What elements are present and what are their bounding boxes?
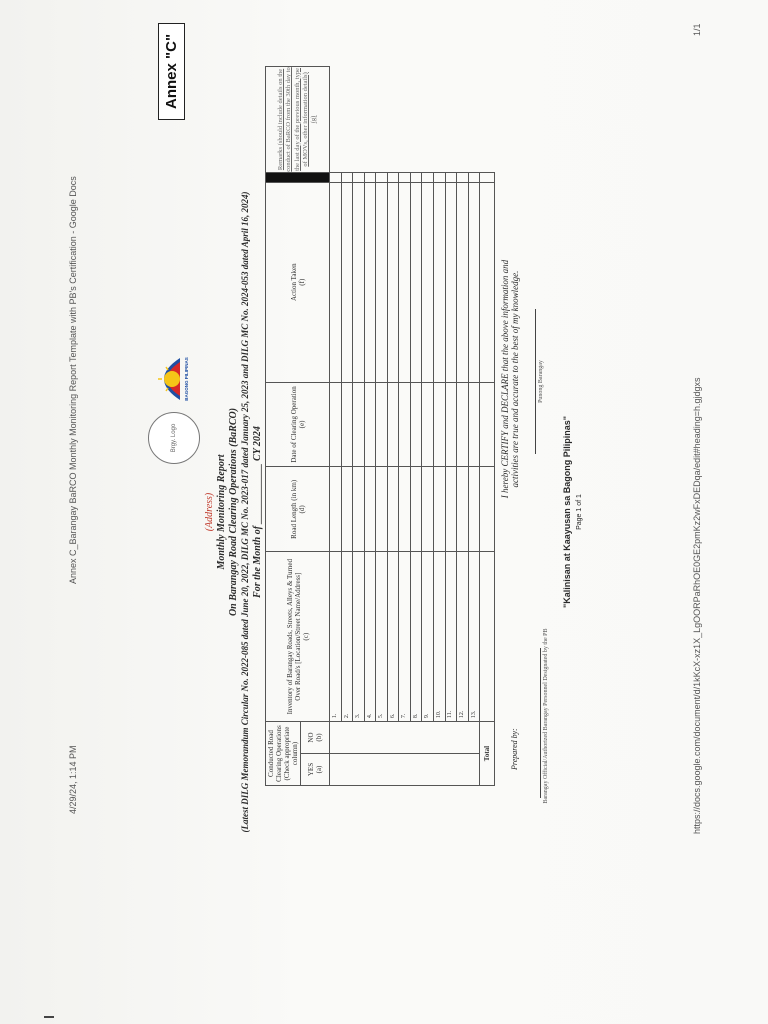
date-cell[interactable] <box>330 382 342 467</box>
road-length-cell[interactable] <box>468 467 480 552</box>
header-remarks-text: Remarks (should include details on the conduct of BaRCO from the 30th day to the last day of the previous month, type of MOVs, other information details) <box>277 67 309 172</box>
road-length-cell[interactable] <box>387 467 399 552</box>
remarks-cell[interactable] <box>364 172 376 182</box>
remarks-cell[interactable] <box>434 172 446 182</box>
header-road-length-text: Road Length (in km) <box>289 479 298 539</box>
header-remarks <box>266 67 330 173</box>
row-number[interactable]: 5. <box>376 552 388 722</box>
row-number[interactable]: 2. <box>341 552 353 722</box>
remarks-cell[interactable] <box>387 172 399 182</box>
header-action-code: (f) <box>297 278 306 286</box>
slogan: "Kalinisan at Kaayusan sa Bagong Pilipinas" <box>562 415 572 609</box>
pb-signature-line <box>535 309 536 454</box>
action-cell[interactable] <box>330 182 342 382</box>
header-action <box>266 182 330 382</box>
total-cell-d[interactable] <box>480 467 495 552</box>
date-cell[interactable] <box>399 382 411 467</box>
total-cell-c[interactable] <box>480 552 495 722</box>
road-length-cell[interactable] <box>445 467 457 552</box>
road-length-cell[interactable] <box>434 467 446 552</box>
bagong-pilipinas-emblem-icon <box>146 352 200 406</box>
header-inventory-text: Inventory of Barangay Roads, Streets, Alleys & Turned Over Road/s [Location/Street Name/Address] <box>285 559 302 715</box>
header-road-length <box>266 467 330 552</box>
row-number[interactable]: 7. <box>399 552 411 722</box>
preparer-caption: Barangay Official/Authorized Barangay Personnel Designated by the PB <box>543 628 549 804</box>
action-cell[interactable] <box>434 182 446 382</box>
row-number[interactable]: 9. <box>422 552 434 722</box>
road-length-cell[interactable] <box>353 467 365 552</box>
date-cell[interactable] <box>457 382 469 467</box>
road-length-cell[interactable] <box>341 467 353 552</box>
action-cell[interactable] <box>445 182 457 382</box>
table-row <box>399 67 411 786</box>
road-length-cell[interactable] <box>410 467 422 552</box>
header-yes-text: YES <box>306 762 315 777</box>
header-date-text: Date of Clearing Operation <box>289 386 298 463</box>
remarks-cell[interactable] <box>410 172 422 182</box>
table-row <box>341 67 353 786</box>
date-cell[interactable] <box>353 382 365 467</box>
action-cell[interactable] <box>422 182 434 382</box>
action-cell[interactable] <box>387 182 399 382</box>
total-cell-f[interactable] <box>480 182 495 382</box>
prepared-by-label: Prepared by: <box>510 728 519 770</box>
no-cell[interactable] <box>330 722 480 754</box>
header-conducted: Conducted Road Clearing Operations (Check appropriate column) <box>266 722 301 786</box>
header-remarks-code: (g) <box>309 115 317 124</box>
row-number[interactable]: 12. <box>457 552 469 722</box>
date-cell[interactable] <box>387 382 399 467</box>
header-date-code: (e) <box>297 420 306 429</box>
print-url: https://docs.google.com/document/d/1kKcX-xz1X_LgOORPaRhOE0GE2pmKz2wFxDEDqa/edit#heading=h.gjdgxs <box>692 377 702 834</box>
print-timestamp: 4/29/24, 1:14 PM <box>68 745 78 814</box>
action-cell[interactable] <box>364 182 376 382</box>
page-label: Page 1 of 1 <box>576 494 583 530</box>
preparer-signature-line <box>540 648 541 798</box>
brgy-logo-text: Brgy. Logo <box>171 423 177 453</box>
action-cell[interactable] <box>353 182 365 382</box>
header-yes <box>300 754 329 786</box>
report-subtitle: On Barangay Road Clearing Operations (BaRCO) <box>228 407 239 617</box>
remarks-cell[interactable] <box>399 172 411 182</box>
table-row <box>364 67 376 786</box>
total-row <box>480 67 495 786</box>
row-number[interactable]: 1. <box>330 552 342 722</box>
table-row <box>434 67 446 786</box>
print-page-count: 1/1 <box>692 23 702 36</box>
total-label: Total <box>480 722 495 786</box>
road-length-cell[interactable] <box>364 467 376 552</box>
table-row <box>330 67 342 786</box>
action-cell[interactable] <box>468 182 480 382</box>
table-row <box>376 67 388 786</box>
total-cell-e[interactable] <box>480 382 495 467</box>
row-number[interactable]: 3. <box>353 552 365 722</box>
header-yes-code: (a) <box>315 765 324 774</box>
date-cell[interactable] <box>364 382 376 467</box>
annex-label: Annex "C" <box>158 23 185 120</box>
header-no-code: (b) <box>315 733 324 742</box>
row-number[interactable]: 6. <box>387 552 399 722</box>
date-cell[interactable] <box>468 382 480 467</box>
yes-cell[interactable] <box>330 754 480 786</box>
remarks-cell[interactable] <box>457 172 469 182</box>
brgy-logo <box>148 412 200 464</box>
date-cell[interactable] <box>376 382 388 467</box>
header-no-text: NO <box>306 732 315 743</box>
road-length-cell[interactable] <box>422 467 434 552</box>
road-length-cell[interactable] <box>457 467 469 552</box>
table-row <box>445 67 457 786</box>
road-length-cell[interactable] <box>376 467 388 552</box>
header-date <box>266 382 330 467</box>
table-row <box>422 67 434 786</box>
header-inventory <box>266 552 330 722</box>
certification-text: I hereby CERTIFY and DECLARE that the above information and activities are true and accurate to the best of my knowledge. <box>500 259 520 499</box>
header-road-length-code: (d) <box>297 505 306 514</box>
table-row <box>468 67 480 786</box>
action-cell[interactable] <box>457 182 469 382</box>
road-length-cell[interactable] <box>330 467 342 552</box>
table-row <box>387 67 399 786</box>
row-number[interactable]: 4. <box>364 552 376 722</box>
table-row <box>457 67 469 786</box>
date-cell[interactable] <box>410 382 422 467</box>
road-length-cell[interactable] <box>399 467 411 552</box>
action-cell[interactable] <box>341 182 353 382</box>
table-row <box>353 67 365 786</box>
row-number[interactable]: 11. <box>445 552 457 722</box>
table-row <box>410 67 422 786</box>
header-no <box>300 722 329 754</box>
row-number[interactable]: 10. <box>434 552 446 722</box>
remarks-cell[interactable] <box>468 172 480 182</box>
address-line: (Address) <box>204 492 215 532</box>
remarks-cell[interactable] <box>376 172 388 182</box>
date-cell[interactable] <box>422 382 434 467</box>
date-cell[interactable] <box>434 382 446 467</box>
row-number[interactable]: 13. <box>468 552 480 722</box>
header-inventory-code: (c) <box>301 632 310 641</box>
action-cell[interactable] <box>399 182 411 382</box>
remarks-cell[interactable] <box>445 172 457 182</box>
remarks-cell[interactable] <box>330 172 342 182</box>
total-cell-g[interactable] <box>480 172 495 182</box>
date-cell[interactable] <box>445 382 457 467</box>
barco-table <box>265 66 495 786</box>
scan-artifact <box>44 1016 54 1018</box>
print-doc-title: Annex C_Barangay BaRCO Monthly Monitoring Report Template with PB's Certification - Google Docs <box>68 176 78 584</box>
remarks-cell[interactable] <box>353 172 365 182</box>
remarks-cell[interactable] <box>422 172 434 182</box>
action-cell[interactable] <box>410 182 422 382</box>
row-number[interactable]: 8. <box>410 552 422 722</box>
action-cell[interactable] <box>376 182 388 382</box>
report-month: For the Month of ____________ CY 2024 <box>252 426 263 598</box>
report-title: Monthly Monitoring Report <box>216 454 227 570</box>
date-cell[interactable] <box>341 382 353 467</box>
report-reference: (Latest DILG Memorandum Circular No. 2022-085 dated June 20, 2022, DILG MC No. 2023-017 dated January 25, 2023 and DILG MC No. 2024-053 dated April 16, 2024) <box>240 191 250 833</box>
header-action-text: Action Taken <box>289 263 298 302</box>
punong-barangay-label: Punong Barangay <box>538 360 544 403</box>
bagong-pilipinas-logo <box>146 352 200 406</box>
bagong-pilipinas-text: BAGONG PILIPINAS <box>184 357 189 401</box>
remarks-cell[interactable] <box>341 172 353 182</box>
black-separator-column <box>266 172 330 182</box>
